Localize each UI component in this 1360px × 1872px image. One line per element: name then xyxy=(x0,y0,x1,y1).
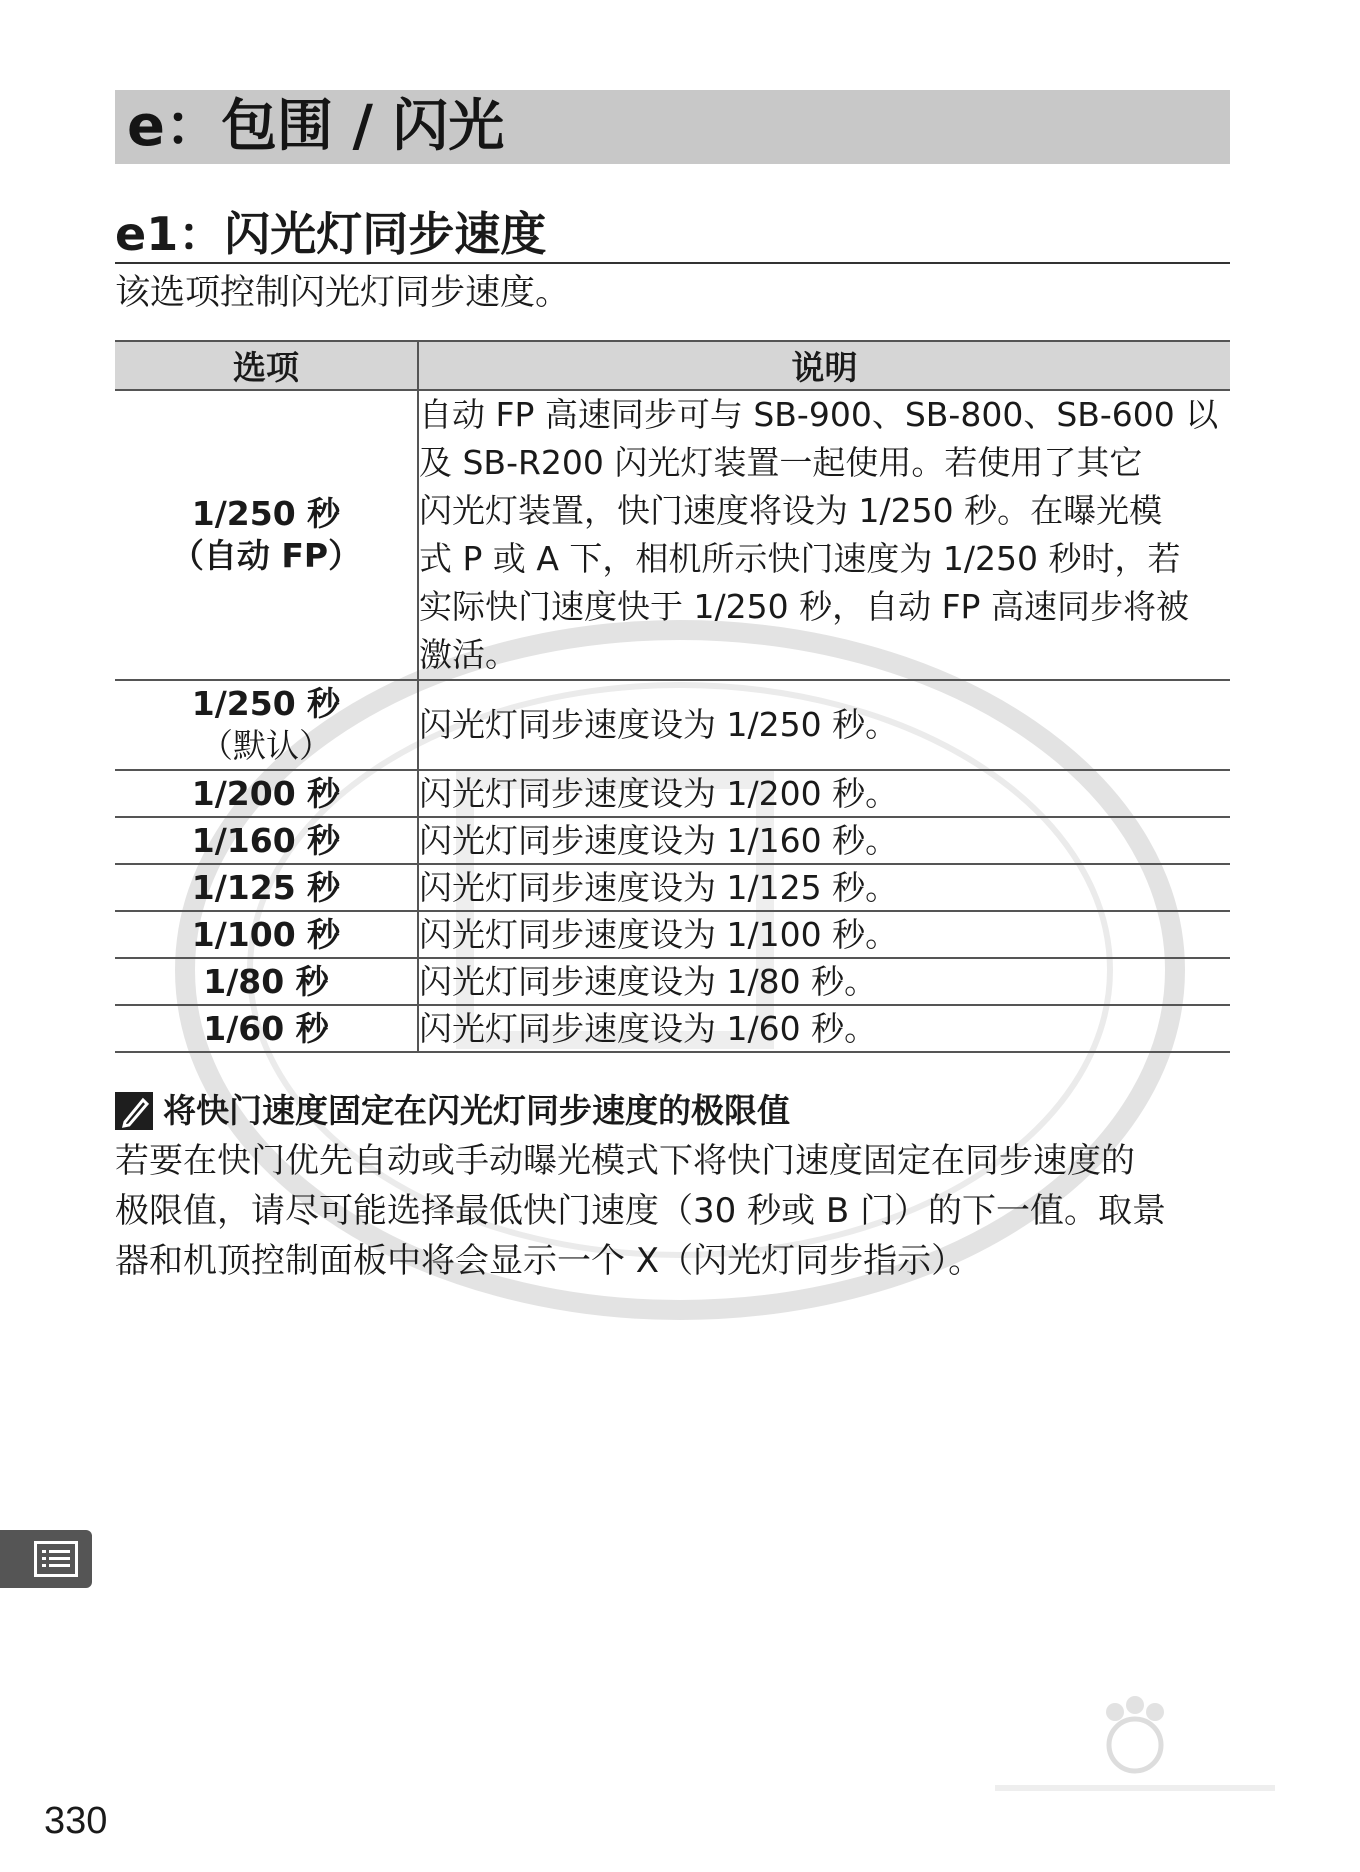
description-cell xyxy=(418,390,1230,680)
option-note: （自动 FP） xyxy=(170,536,362,575)
baidu-jingyan-watermark-logo xyxy=(985,1690,1285,1850)
note-line: 器和机顶控制面板中将会显示一个 X（闪光灯同步指示）。 xyxy=(115,1241,983,1281)
description-cell: 闪光灯同步速度设为 1/60 秒。 xyxy=(418,1005,1230,1052)
description-cell: 闪光灯同步速度设为 1/160 秒。 xyxy=(418,817,1230,864)
table-row xyxy=(115,1005,1230,1052)
header-option: 选项 xyxy=(115,341,418,390)
description-cell: 闪光灯同步速度设为 1/250 秒。 xyxy=(418,680,1230,770)
pencil-note-icon xyxy=(115,1092,153,1130)
option-cell: 1/60 秒 xyxy=(115,1005,418,1052)
table-header-row xyxy=(115,341,1230,390)
description-cell: 闪光灯同步速度设为 1/125 秒。 xyxy=(418,864,1230,911)
table-row xyxy=(115,958,1230,1005)
option-cell: 1/200 秒 xyxy=(115,770,418,817)
option-note: （默认） xyxy=(200,726,332,765)
option-cell: 1/80 秒 xyxy=(115,958,418,1005)
description-cell: 闪光灯同步速度设为 1/200 秒。 xyxy=(418,770,1230,817)
note-heading: 将快门速度固定在闪光灯同步速度的极限值 xyxy=(163,1091,790,1130)
table-row xyxy=(115,817,1230,864)
description-cell: 闪光灯同步速度设为 1/80 秒。 xyxy=(418,958,1230,1005)
description-line: 自动 FP 高速同步可与 SB-900、SB-800、SB-600 以 xyxy=(419,395,1219,434)
description-line: 激活。 xyxy=(419,635,518,674)
table-row xyxy=(115,770,1230,817)
table-row xyxy=(115,864,1230,911)
subsection-intro: 该选项控制闪光灯同步速度。 xyxy=(115,273,571,313)
note-heading-row xyxy=(115,1088,1230,1134)
note-body xyxy=(115,1136,1230,1286)
option-label: 1/250 秒 xyxy=(191,684,341,723)
option-cell xyxy=(115,390,418,680)
menu-list-icon xyxy=(34,1541,78,1577)
description-line: 闪光灯装置，快门速度将设为 1/250 秒。在曝光模 xyxy=(419,491,1163,530)
option-cell xyxy=(115,680,418,770)
section-header xyxy=(115,90,1230,164)
sync-speed-table xyxy=(115,340,1230,1053)
table-row xyxy=(115,680,1230,770)
description-line: 及 SB-R200 闪光灯装置一起使用。若使用了其它 xyxy=(419,443,1143,482)
page-number: 330 xyxy=(44,1800,108,1842)
subsection-title: e1：闪光灯同步速度 xyxy=(115,207,547,261)
note-line: 若要在快门优先自动或手动曝光模式下将快门速度固定在同步速度的 xyxy=(115,1141,1135,1181)
header-description: 说明 xyxy=(418,341,1230,390)
option-label: 1/250 秒 xyxy=(191,494,341,533)
option-cell: 1/100 秒 xyxy=(115,911,418,958)
option-cell: 1/125 秒 xyxy=(115,864,418,911)
sync-limit-note xyxy=(115,1088,1230,1286)
description-cell: 闪光灯同步速度设为 1/100 秒。 xyxy=(418,911,1230,958)
subsection-header xyxy=(115,206,1230,264)
note-line: 极限值，请尽可能选择最低快门速度（30 秒或 B 门）的下一值。取景 xyxy=(115,1191,1167,1231)
option-cell: 1/160 秒 xyxy=(115,817,418,864)
description-line: 实际快门速度快于 1/250 秒，自动 FP 高速同步将被 xyxy=(419,587,1189,626)
table-row xyxy=(115,911,1230,958)
description-line: 式 P 或 A 下，相机所示快门速度为 1/250 秒时，若 xyxy=(419,539,1181,578)
menu-tab[interactable] xyxy=(0,1530,92,1588)
section-title: e：包围 / 闪光 xyxy=(127,94,505,159)
table-row xyxy=(115,390,1230,680)
